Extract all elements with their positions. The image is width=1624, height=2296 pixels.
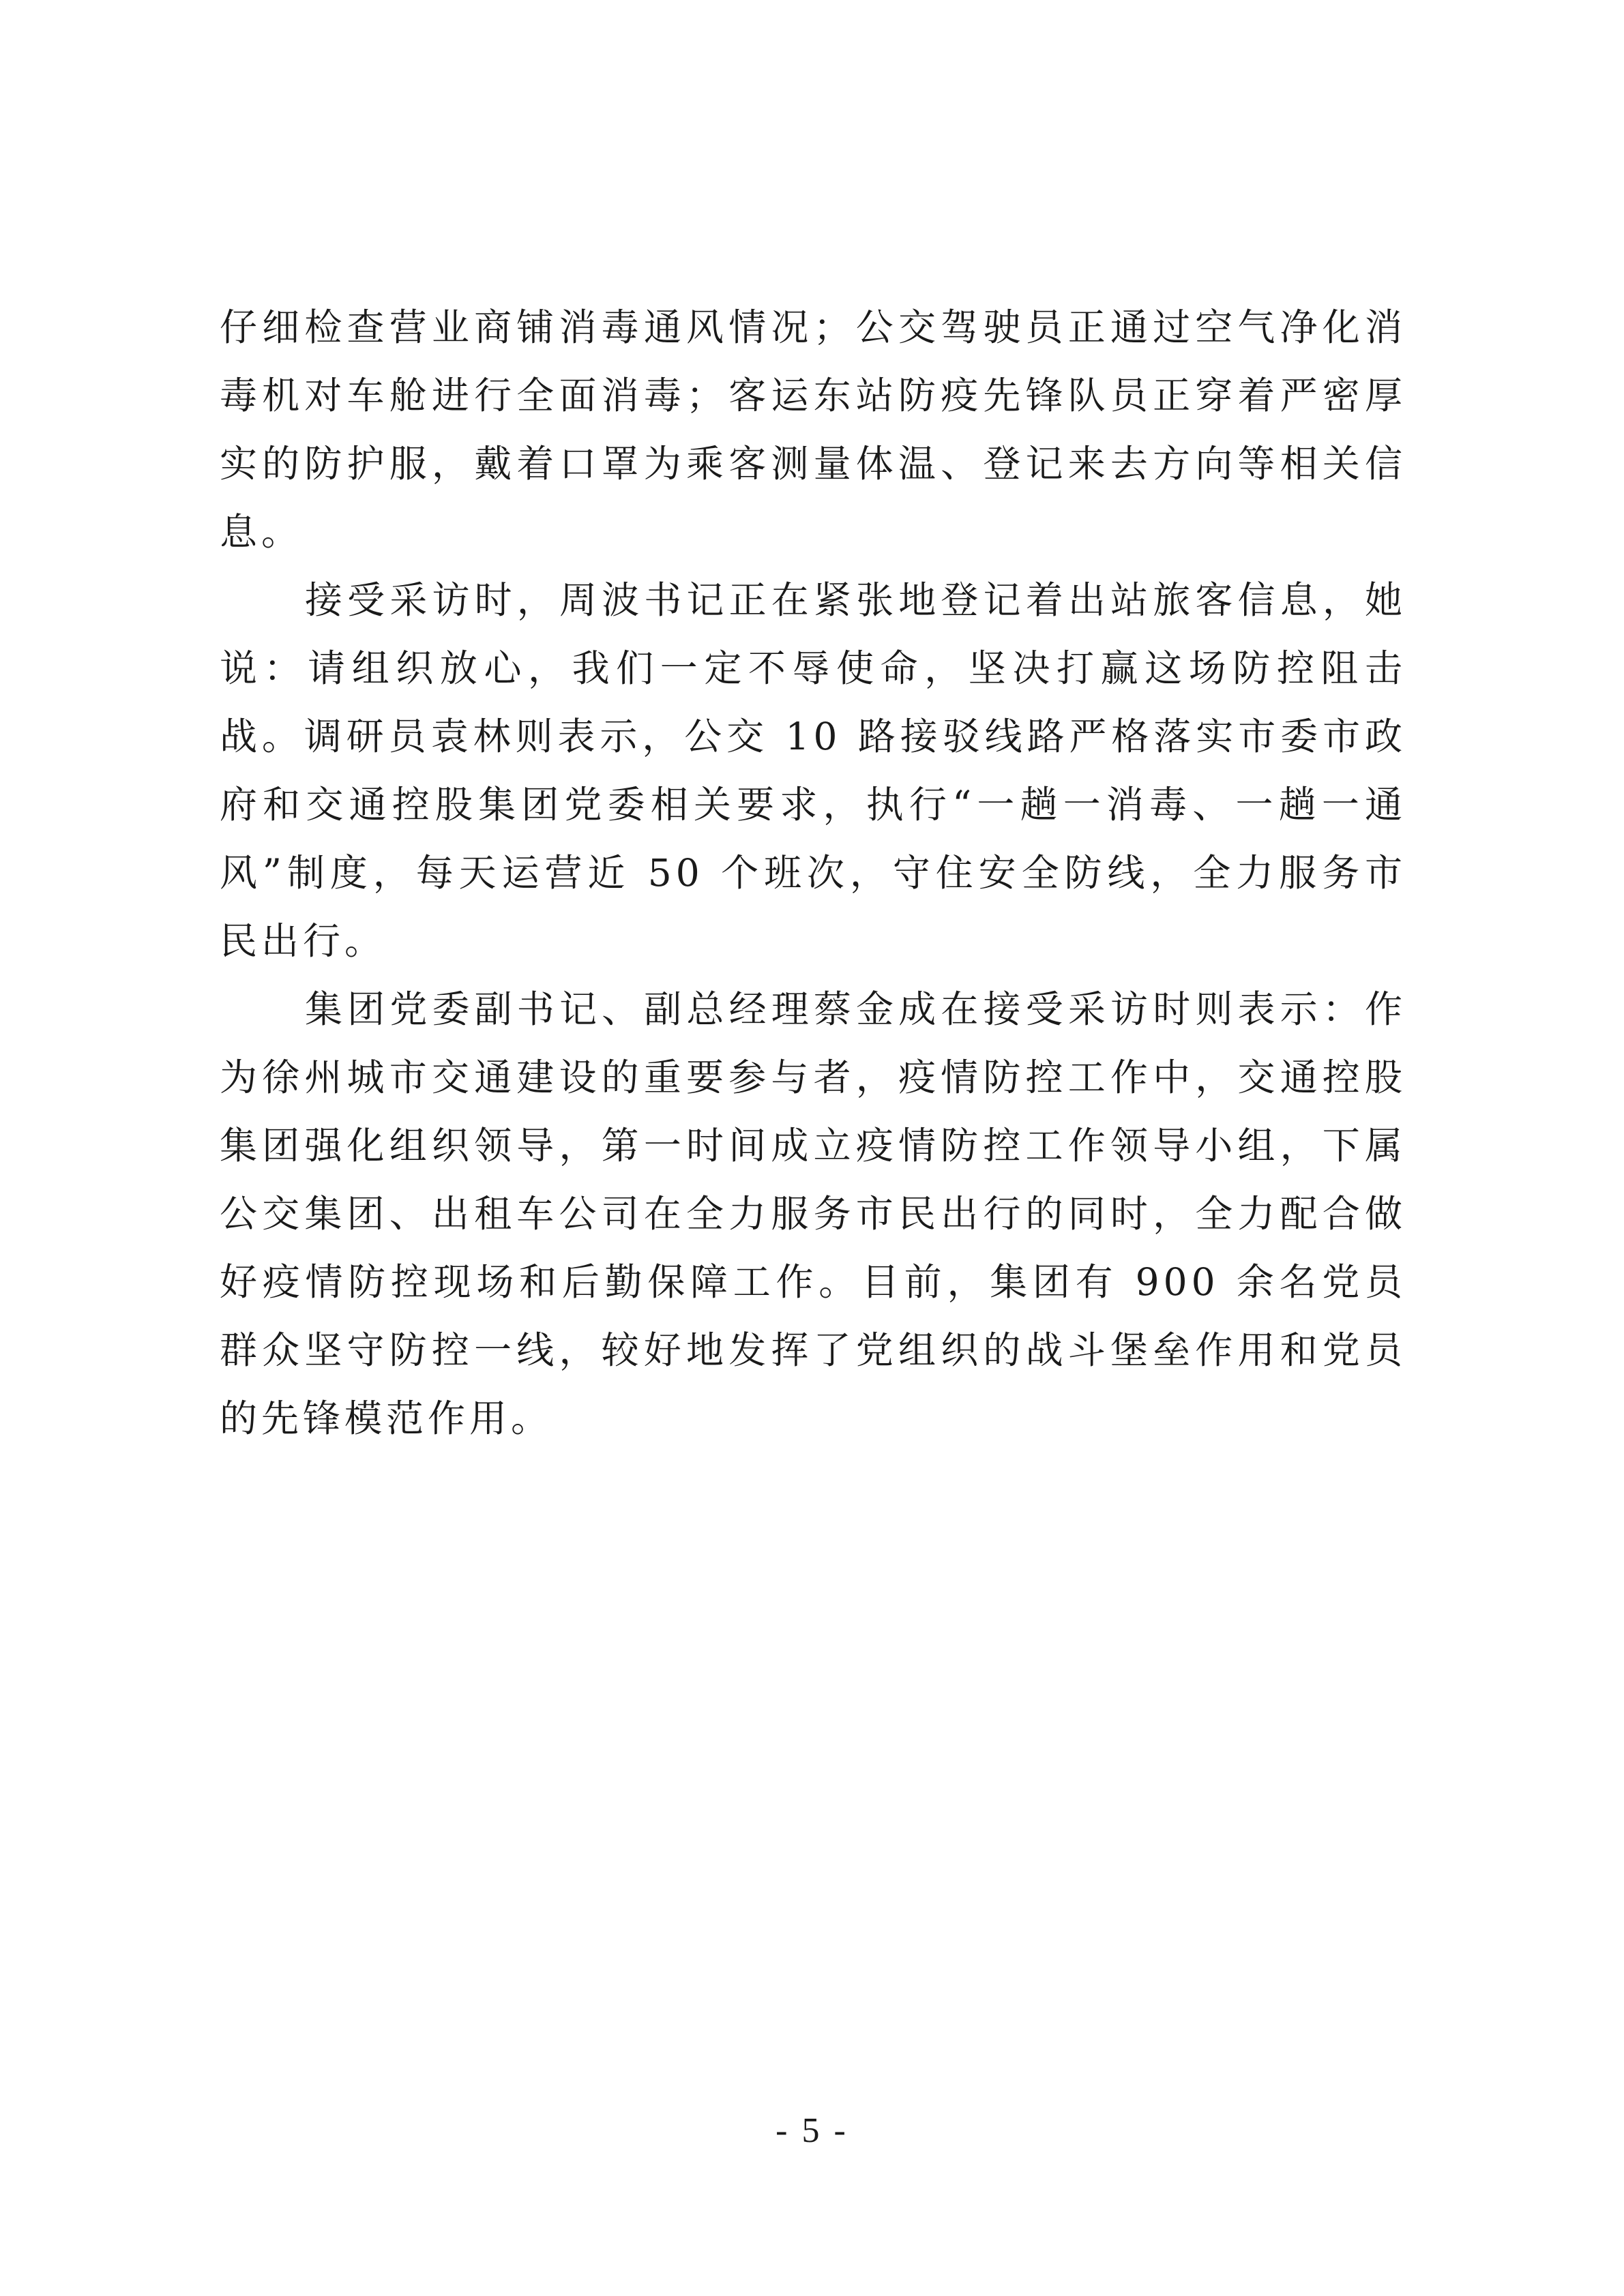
body-text: [220, 293, 1406, 1452]
paragraph-1: 仔细检查营业商铺消毒通风情况；公交驾驶员正通过空气净化消毒机对车舱进行全面消毒；客运东站防疫先锋队员正穿着严密厚实的防护服，戴着口罩为乘客测量体温、登记来去方向等相关信息。: [220, 305, 1406, 554]
page-number: - 5 -: [776, 2111, 848, 2150]
paragraph-3: 集团党委副书记、副总经理蔡金成在接受采访时则表示：作为徐州城市交通建设的重要参与者，疫情防控工作中，交通控股集团强化组织领导，第一时间成立疫情防控工作领导小组，下属公交集团、出租车公司在全力服务市民出行的同时，全力配合做好疫情防控现场和后勤保障工作。目前，集团有 900 余名党员群众坚守防控一线，较好地发挥了党组织的战斗堡垒作用和党员的先锋模范作用。: [220, 987, 1406, 1440]
paragraph-2: 接受采访时，周波书记正在紧张地登记着出站旅客信息，她说：请组织放心，我们一定不辱使命，坚决打赢这场防控阻击战。调研员袁林则表示，公交 10 路接驳线路严格落实市委市政府和交通控股集团党委相关要求，执行“一趟一消毒、一趟一通风”制度，每天运营近 50 个班次，守住安全防线，全力服务市民出行。: [220, 578, 1406, 963]
